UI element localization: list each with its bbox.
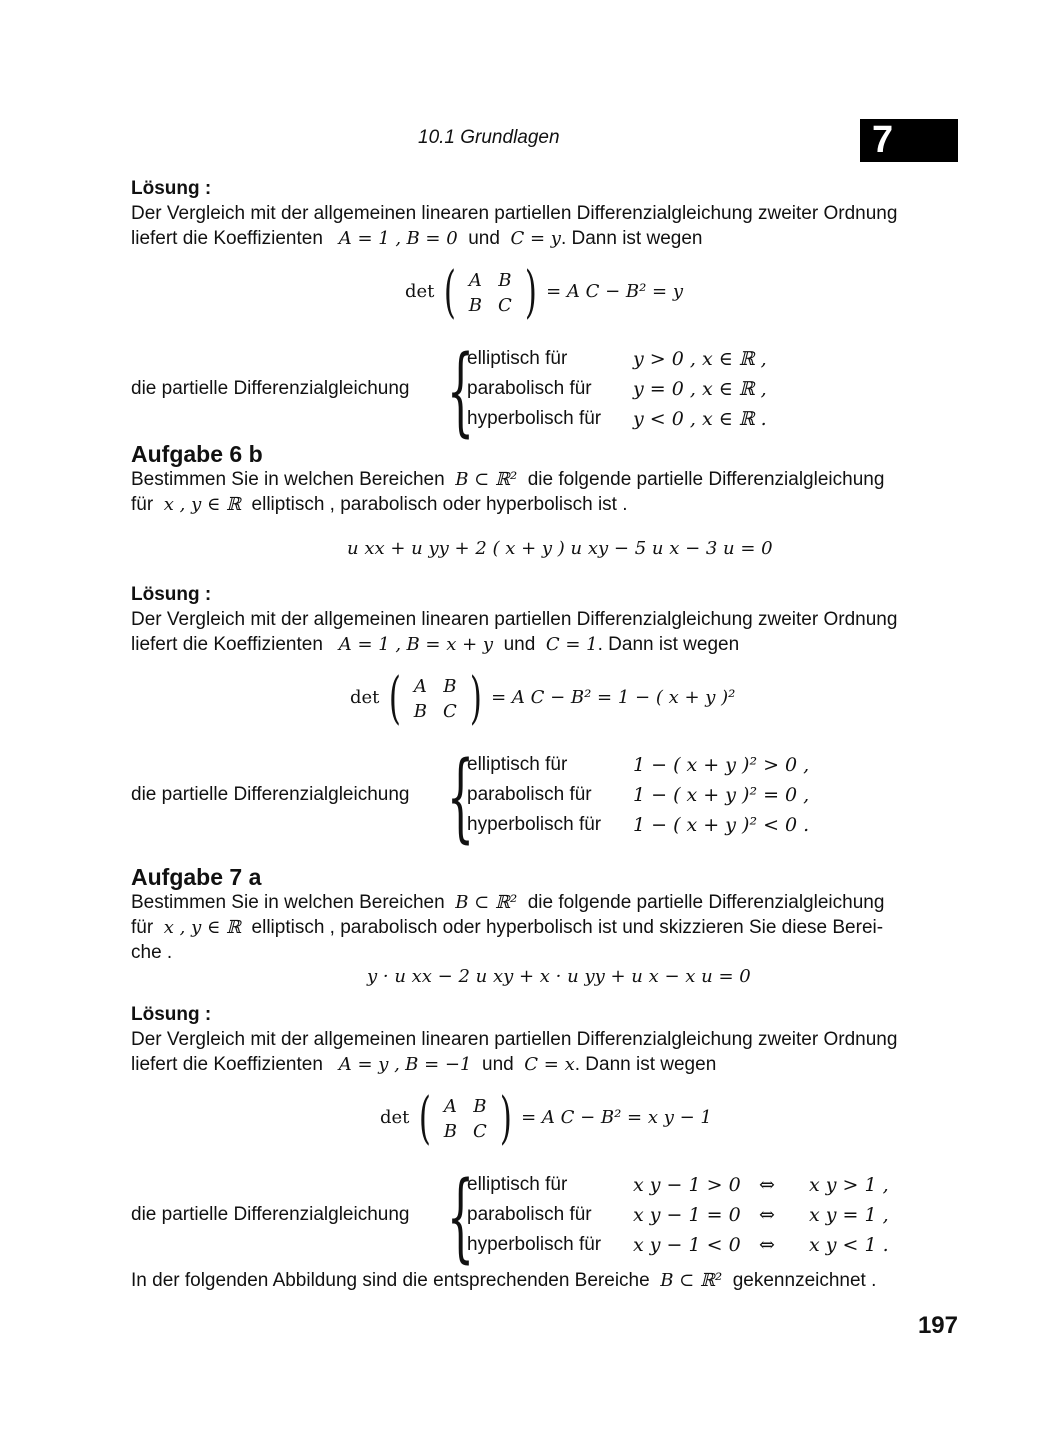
coefficients-line: liefert die Koeffizienten A = 1 , B = 0 und C = y. Dann ist wegen (131, 228, 703, 249)
determinant-equation-7a: det ( A B B C ) = A C − B² = x y − 1 (380, 1086, 712, 1151)
pde-label-7a: die partielle Differenzialgleichung (131, 1204, 410, 1225)
aufgabe-6b-equation: u xx + u yy + 2 ( x + y ) u xy − 5 u x − 3 u = 0 (347, 538, 773, 559)
aufgabe-6b-title: Aufgabe 6 b (131, 441, 263, 467)
running-header: 10.1 Grundlagen (418, 127, 560, 148)
solution-6b: Lösung : Der Vergleich mit der allgemeinen linearen partiellen Differenzialgleichung zweiter Ordnung liefert die Koeffizienten A = 1 , B = x + y und C = 1. Dann ist wegen (131, 584, 898, 655)
final-sentence: In der folgenden Abbildung sind die entsprechenden Bereiche B ⊂ ℝ² gekennzeichnet . (131, 1270, 877, 1291)
page-number: 197 (917, 1312, 958, 1339)
solution-1 (131, 176, 959, 251)
pde-label-1: die partielle Differenzialgleichung (131, 378, 410, 399)
determinant-equation-1: det ( A B B C ) = A C − B² = y (405, 260, 684, 325)
losung-heading: Lösung : (131, 178, 212, 199)
brace-1: { (446, 335, 475, 447)
solution-7a: Lösung : Der Vergleich mit der allgemeinen linearen partiellen Differenzialgleichung zweiter Ordnung liefert die Koeffizienten A = y , B = −1 und C = x. Dann ist wegen (131, 1004, 898, 1075)
cases-7a: elliptisch für x y − 1 > 0 ⇔ x y > 1 , parabolisch für x y − 1 = 0 ⇔ x y = 1 , hyperbolisch für x y − 1 < 0 ⇔ x y < 1 . (467, 1174, 889, 1256)
brace-6b: { (446, 741, 475, 853)
aufgabe-7a-text: Bestimmen Sie in welchen Bereichen B ⊂ ℝ² die folgende partielle Differenzialgleichung für x , y ∈ ℝ elliptisch , parabolisch oder hyperbolisch ist und skizzieren Sie diese Berei- che . (131, 892, 885, 963)
cases-1: elliptisch für y > 0 , x ∈ ℝ , parabolisch für y = 0 , x ∈ ℝ , hyperbolisch für y < 0 , x ∈ ℝ . (467, 348, 767, 430)
pde-label-6b: die partielle Differenzialgleichung (131, 784, 410, 805)
comparison-text: Der Vergleich mit der allgemeinen linearen partiellen Differenzialgleichung zweiter Ordnung (131, 203, 898, 224)
aufgabe-6b-text: Bestimmen Sie in welchen Bereichen B ⊂ ℝ² die folgende partielle Differenzialgleichung für x , y ∈ ℝ elliptisch , parabolisch oder hyperbolisch ist . (131, 469, 885, 515)
brace-7a: { (446, 1161, 475, 1273)
cases-6b: elliptisch für 1 − ( x + y )² > 0 , parabolisch für 1 − ( x + y )² = 0 , hyperbolisch für 1 − ( x + y )² < 0 . (467, 754, 810, 836)
aufgabe-7a-equation: y · u xx − 2 u xy + x · u yy + u x − x u = 0 (367, 966, 751, 987)
determinant-equation-6b: det ( A B B C ) = A C − B² = 1 − ( x + y )² (350, 666, 736, 731)
aufgabe-7a-title: Aufgabe 7 a (131, 864, 262, 890)
chapter-badge: 7 (860, 119, 958, 162)
